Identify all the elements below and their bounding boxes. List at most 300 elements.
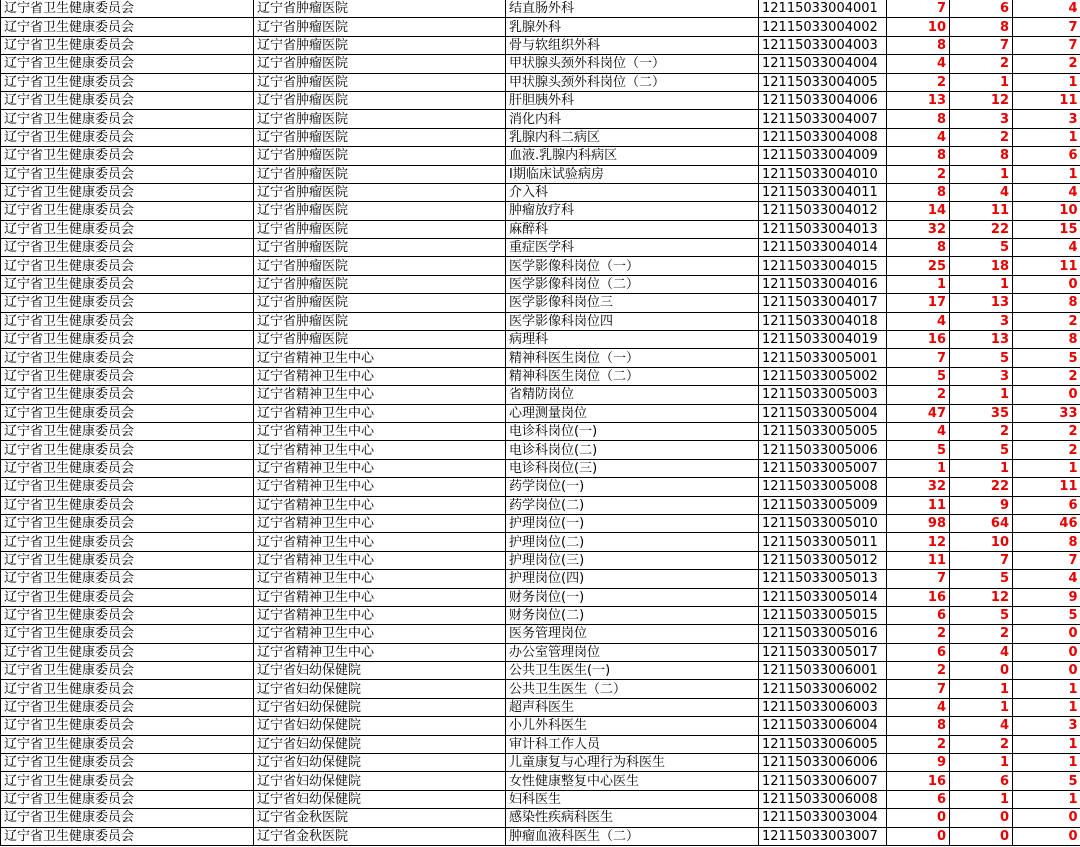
paid-cell: 2 [1013,312,1080,330]
qualified-cell: 5 [950,349,1013,367]
table-row [1,827,1080,845]
qualified-cell: 3 [950,110,1013,128]
qualified-cell: 1 [950,73,1013,91]
position-code-cell: 12115033005003 [759,386,887,404]
qualified-cell: 6 [950,772,1013,790]
position-code-cell: 12115033004006 [759,91,887,109]
paid-cell: 0 [1013,809,1080,827]
qualified-cell: 3 [950,312,1013,330]
applicants-cell: 12 [887,533,950,551]
position-cell: 医学影像科岗位（二） [506,275,759,293]
unit-cell: 辽宁省肿瘤医院 [254,0,506,18]
position-code-cell: 12115033004012 [759,202,887,220]
position-cell: 介入科 [506,183,759,201]
applicants-cell: 11 [887,551,950,569]
unit-cell: 辽宁省金秋医院 [254,827,506,845]
department-cell: 辽宁省卫生健康委员会 [1,588,254,606]
applicants-cell: 2 [887,73,950,91]
position-cell: 小儿外科医生 [506,717,759,735]
position-code-cell: 12115033004013 [759,220,887,238]
position-code-cell: 12115033006004 [759,717,887,735]
department-cell: 辽宁省卫生健康委员会 [1,809,254,827]
unit-cell: 辽宁省精神卫生中心 [254,606,506,624]
department-cell: 辽宁省卫生健康委员会 [1,625,254,643]
qualified-cell: 2 [950,625,1013,643]
table-row [1,367,1080,385]
watermark [2,828,6,843]
paid-cell: 9 [1013,588,1080,606]
applicants-cell: 7 [887,570,950,588]
position-cell: 护理岗位(三) [506,551,759,569]
applicants-cell: 1 [887,459,950,477]
paid-cell: 7 [1013,36,1080,54]
paid-cell: 11 [1013,478,1080,496]
table-row [1,514,1080,532]
department-cell: 辽宁省卫生健康委员会 [1,202,254,220]
unit-cell: 辽宁省精神卫生中心 [254,588,506,606]
department-cell: 辽宁省卫生健康委员会 [1,312,254,330]
qualified-cell: 4 [950,183,1013,201]
qualified-cell: 11 [950,202,1013,220]
department-cell: 辽宁省卫生健康委员会 [1,698,254,716]
table-body [1,0,1080,845]
applicants-cell: 8 [887,36,950,54]
qualified-cell: 12 [950,588,1013,606]
unit-cell: 辽宁省肿瘤医院 [254,257,506,275]
department-cell: 辽宁省卫生健康委员会 [1,110,254,128]
paid-cell: 3 [1013,110,1080,128]
position-cell: 结直肠外科 [506,0,759,18]
paid-cell: 1 [1013,459,1080,477]
position-cell: 省精防岗位 [506,386,759,404]
unit-cell: 辽宁省金秋医院 [254,809,506,827]
position-cell: 乳腺内科二病区 [506,128,759,146]
table-row [1,496,1080,514]
unit-cell: 辽宁省精神卫生中心 [254,478,506,496]
position-cell: 女性健康整复中心医生 [506,772,759,790]
applicants-cell: 16 [887,331,950,349]
qualified-cell: 5 [950,441,1013,459]
position-cell: 心理测量岗位 [506,404,759,422]
position-code-cell: 12115033005016 [759,625,887,643]
department-cell: 辽宁省卫生健康委员会 [1,735,254,753]
table-row [1,183,1080,201]
table-row [1,625,1080,643]
unit-cell: 辽宁省精神卫生中心 [254,404,506,422]
paid-cell: 5 [1013,349,1080,367]
qualified-cell: 1 [950,680,1013,698]
paid-cell: 2 [1013,422,1080,440]
unit-cell: 辽宁省妇幼保健院 [254,735,506,753]
applicants-cell: 2 [887,662,950,680]
qualified-cell: 3 [950,367,1013,385]
unit-cell: 辽宁省妇幼保健院 [254,754,506,772]
position-cell: 甲状腺头颈外科岗位（一） [506,55,759,73]
qualified-cell: 0 [950,662,1013,680]
applicants-cell: 32 [887,220,950,238]
position-cell: 感染性疾病科医生 [506,809,759,827]
position-code-cell: 12115033005007 [759,459,887,477]
unit-cell: 辽宁省妇幼保健院 [254,772,506,790]
position-cell: 肝胆胰外科 [506,91,759,109]
paid-cell: 1 [1013,128,1080,146]
qualified-cell: 2 [950,735,1013,753]
qualified-cell: 2 [950,55,1013,73]
table-row [1,312,1080,330]
position-code-cell: 12115033005010 [759,514,887,532]
department-cell: 辽宁省卫生健康委员会 [1,772,254,790]
department-cell: 辽宁省卫生健康委员会 [1,349,254,367]
paid-cell: 0 [1013,643,1080,661]
department-cell: 辽宁省卫生健康委员会 [1,220,254,238]
paid-cell: 0 [1013,827,1080,845]
qualified-cell: 5 [950,239,1013,257]
position-code-cell: 12115033004015 [759,257,887,275]
paid-cell: 10 [1013,202,1080,220]
table-row [1,386,1080,404]
applicants-cell: 4 [887,698,950,716]
position-cell: 病理科 [506,331,759,349]
department-cell: 辽宁省卫生健康委员会 [1,128,254,146]
paid-cell: 6 [1013,147,1080,165]
applicants-cell: 98 [887,514,950,532]
position-cell: 办公室管理岗位 [506,643,759,661]
qualified-cell: 2 [950,422,1013,440]
applicants-cell: 4 [887,312,950,330]
position-cell: 消化内科 [506,110,759,128]
applicants-cell: 16 [887,772,950,790]
table-row [1,239,1080,257]
paid-cell: 1 [1013,735,1080,753]
department-cell: 辽宁省卫生健康委员会 [1,36,254,54]
department-cell: 辽宁省卫生健康委员会 [1,570,254,588]
table-row [1,18,1080,36]
position-code-cell: 12115033004001 [759,0,887,18]
applicants-cell: 5 [887,367,950,385]
department-cell: 辽宁省卫生健康委员会 [1,662,254,680]
paid-cell: 5 [1013,772,1080,790]
position-cell: 公共卫生医生（二） [506,680,759,698]
department-cell: 辽宁省卫生健康委员会 [1,165,254,183]
applicants-cell: 17 [887,294,950,312]
qualified-cell: 1 [950,698,1013,716]
applicants-cell: 6 [887,643,950,661]
applicants-cell: 0 [887,827,950,845]
position-cell: 儿童康复与心理行为科医生 [506,754,759,772]
department-cell: 辽宁省卫生健康委员会 [1,533,254,551]
table-row [1,349,1080,367]
paid-cell: 11 [1013,257,1080,275]
position-cell: 超声科医生 [506,698,759,716]
qualified-cell: 12 [950,91,1013,109]
qualified-cell: 22 [950,220,1013,238]
table-row [1,790,1080,808]
table-row [1,257,1080,275]
applicants-cell: 8 [887,110,950,128]
table-row [1,294,1080,312]
department-cell: 辽宁省卫生健康委员会 [1,790,254,808]
unit-cell: 辽宁省肿瘤医院 [254,239,506,257]
applicants-cell: 2 [887,165,950,183]
position-code-cell: 12115033004003 [759,36,887,54]
qualified-cell: 7 [950,551,1013,569]
department-cell: 辽宁省卫生健康委员会 [1,551,254,569]
position-code-cell: 12115033005004 [759,404,887,422]
position-cell: 肿瘤放疗科 [506,202,759,220]
paid-cell: 1 [1013,165,1080,183]
department-cell: 辽宁省卫生健康委员会 [1,257,254,275]
unit-cell: 辽宁省肿瘤医院 [254,275,506,293]
unit-cell: 辽宁省妇幼保健院 [254,662,506,680]
unit-cell: 辽宁省肿瘤医院 [254,202,506,220]
position-code-cell: 12115033004008 [759,128,887,146]
paid-cell: 1 [1013,680,1080,698]
applicants-cell: 2 [887,625,950,643]
unit-cell: 辽宁省精神卫生中心 [254,514,506,532]
table-row [1,110,1080,128]
qualified-cell: 1 [950,790,1013,808]
position-code-cell: 12115033006007 [759,772,887,790]
position-code-cell: 12115033004002 [759,18,887,36]
applicants-cell: 7 [887,349,950,367]
table-row [1,0,1080,18]
position-cell: I期临床试验病房 [506,165,759,183]
unit-cell: 辽宁省肿瘤医院 [254,73,506,91]
unit-cell: 辽宁省精神卫生中心 [254,459,506,477]
department-cell: 辽宁省卫生健康委员会 [1,459,254,477]
position-code-cell: 12115033004009 [759,147,887,165]
table-row [1,735,1080,753]
qualified-cell: 1 [950,386,1013,404]
position-cell: 甲状腺头颈外科岗位（二） [506,73,759,91]
applicants-cell: 7 [887,680,950,698]
table-row [1,662,1080,680]
qualified-cell: 13 [950,294,1013,312]
department-cell: 辽宁省卫生健康委员会 [1,73,254,91]
unit-cell: 辽宁省精神卫生中心 [254,533,506,551]
applicants-cell: 6 [887,790,950,808]
table-row [1,588,1080,606]
department-cell: 辽宁省卫生健康委员会 [1,275,254,293]
unit-cell: 辽宁省妇幼保健院 [254,790,506,808]
qualified-cell: 8 [950,18,1013,36]
paid-cell: 4 [1013,0,1080,18]
paid-cell: 8 [1013,331,1080,349]
position-code-cell: 12115033004011 [759,183,887,201]
position-code-cell: 12115033005002 [759,367,887,385]
table-row [1,643,1080,661]
position-cell: 精神科医生岗位（一） [506,349,759,367]
position-code-cell: 12115033005009 [759,496,887,514]
department-cell: 辽宁省卫生健康委员会 [1,386,254,404]
unit-cell: 辽宁省肿瘤医院 [254,294,506,312]
unit-cell: 辽宁省精神卫生中心 [254,441,506,459]
position-cell: 肿瘤血液科医生（二） [506,827,759,845]
position-code-cell: 12115033006005 [759,735,887,753]
table-row [1,422,1080,440]
paid-cell: 6 [1013,496,1080,514]
unit-cell: 辽宁省肿瘤医院 [254,312,506,330]
unit-cell: 辽宁省精神卫生中心 [254,349,506,367]
qualified-cell: 5 [950,570,1013,588]
position-code-cell: 12115033005017 [759,643,887,661]
applicants-cell: 47 [887,404,950,422]
unit-cell: 辽宁省精神卫生中心 [254,367,506,385]
qualified-cell: 64 [950,514,1013,532]
applicants-cell: 14 [887,202,950,220]
department-cell: 辽宁省卫生健康委员会 [1,294,254,312]
paid-cell: 46 [1013,514,1080,532]
department-cell: 辽宁省卫生健康委员会 [1,478,254,496]
department-cell: 辽宁省卫生健康委员会 [1,422,254,440]
unit-cell: 辽宁省精神卫生中心 [254,570,506,588]
department-cell: 辽宁省卫生健康委员会 [1,0,254,18]
position-cell: 审计科工作人员 [506,735,759,753]
position-cell: 骨与软组织外科 [506,36,759,54]
qualified-cell: 8 [950,147,1013,165]
unit-cell: 辽宁省肿瘤医院 [254,128,506,146]
unit-cell: 辽宁省肿瘤医院 [254,331,506,349]
table-row [1,441,1080,459]
position-code-cell: 12115033004017 [759,294,887,312]
unit-cell: 辽宁省肿瘤医院 [254,183,506,201]
position-cell: 重症医学科 [506,239,759,257]
department-cell: 辽宁省卫生健康委员会 [1,717,254,735]
paid-cell: 4 [1013,239,1080,257]
applicants-cell: 32 [887,478,950,496]
table-row [1,128,1080,146]
paid-cell: 1 [1013,790,1080,808]
applicants-cell: 2 [887,735,950,753]
applicants-cell: 9 [887,754,950,772]
applicants-cell: 0 [887,809,950,827]
applicants-cell: 8 [887,147,950,165]
position-cell: 医务管理岗位 [506,625,759,643]
position-code-cell: 12115033005011 [759,533,887,551]
applicants-cell: 11 [887,496,950,514]
position-cell: 医学影像科岗位三 [506,294,759,312]
position-cell: 电诊科岗位(一) [506,422,759,440]
qualified-cell: 0 [950,809,1013,827]
unit-cell: 辽宁省肿瘤医院 [254,220,506,238]
position-code-cell: 12115033005012 [759,551,887,569]
unit-cell: 辽宁省妇幼保健院 [254,698,506,716]
department-cell: 辽宁省卫生健康委员会 [1,239,254,257]
paid-cell: 0 [1013,386,1080,404]
paid-cell: 11 [1013,91,1080,109]
paid-cell: 0 [1013,662,1080,680]
position-code-cell: 12115033003007 [759,827,887,845]
table-row [1,680,1080,698]
paid-cell: 1 [1013,698,1080,716]
applicants-cell: 4 [887,55,950,73]
qualified-cell: 5 [950,606,1013,624]
position-cell: 药学岗位(一) [506,478,759,496]
table-row [1,73,1080,91]
unit-cell: 辽宁省肿瘤医院 [254,18,506,36]
position-cell: 财务岗位(一) [506,588,759,606]
table-row [1,606,1080,624]
qualified-cell: 1 [950,459,1013,477]
department-cell: 辽宁省卫生健康委员会 [1,514,254,532]
position-code-cell: 12115033005013 [759,570,887,588]
position-code-cell: 12115033004004 [759,55,887,73]
table-row [1,202,1080,220]
department-cell: 辽宁省卫生健康委员会 [1,496,254,514]
qualified-cell: 4 [950,643,1013,661]
department-cell: 辽宁省卫生健康委员会 [1,55,254,73]
table-row [1,478,1080,496]
department-cell: 辽宁省卫生健康委员会 [1,18,254,36]
unit-cell: 辽宁省肿瘤医院 [254,110,506,128]
position-cell: 精神科医生岗位（二） [506,367,759,385]
unit-cell: 辽宁省精神卫生中心 [254,551,506,569]
table-row [1,551,1080,569]
paid-cell: 8 [1013,294,1080,312]
table-row [1,165,1080,183]
position-cell: 医学影像科岗位四 [506,312,759,330]
table-row [1,698,1080,716]
position-cell: 护理岗位(二) [506,533,759,551]
unit-cell: 辽宁省肿瘤医院 [254,36,506,54]
position-cell: 财务岗位(二) [506,606,759,624]
unit-cell: 辽宁省肿瘤医院 [254,147,506,165]
qualified-cell: 4 [950,717,1013,735]
department-cell: 辽宁省卫生健康委员会 [1,606,254,624]
qualified-cell: 7 [950,36,1013,54]
position-code-cell: 12115033004016 [759,275,887,293]
qualified-cell: 1 [950,754,1013,772]
position-cell: 血液.乳腺内科病区 [506,147,759,165]
position-code-cell: 12115033004018 [759,312,887,330]
table-row [1,220,1080,238]
position-code-cell: 12115033006008 [759,790,887,808]
qualified-cell: 2 [950,128,1013,146]
department-cell: 辽宁省卫生健康委员会 [1,441,254,459]
qualified-cell: 18 [950,257,1013,275]
qualified-cell: 10 [950,533,1013,551]
paid-cell: 3 [1013,717,1080,735]
position-code-cell: 12115033004019 [759,331,887,349]
position-code-cell: 12115033005015 [759,606,887,624]
applicants-cell: 16 [887,588,950,606]
table-row [1,717,1080,735]
table-row [1,570,1080,588]
department-cell: 辽宁省卫生健康委员会 [1,91,254,109]
paid-cell: 2 [1013,55,1080,73]
applicants-cell: 4 [887,422,950,440]
applicants-cell: 7 [887,0,950,18]
table-row [1,55,1080,73]
position-code-cell: 12115033003004 [759,809,887,827]
paid-cell: 1 [1013,73,1080,91]
position-code-cell: 12115033004007 [759,110,887,128]
unit-cell: 辽宁省肿瘤医院 [254,91,506,109]
paid-cell: 5 [1013,606,1080,624]
position-code-cell: 12115033005001 [759,349,887,367]
department-cell: 辽宁省卫生健康委员会 [1,643,254,661]
position-code-cell: 12115033005008 [759,478,887,496]
paid-cell: 2 [1013,441,1080,459]
position-cell: 麻醉科 [506,220,759,238]
position-cell: 乳腺外科 [506,18,759,36]
position-code-cell: 12115033006003 [759,698,887,716]
paid-cell: 1 [1013,754,1080,772]
position-code-cell: 12115033005006 [759,441,887,459]
position-cell: 公共卫生医生(一) [506,662,759,680]
unit-cell: 辽宁省肿瘤医院 [254,55,506,73]
unit-cell: 辽宁省肿瘤医院 [254,165,506,183]
